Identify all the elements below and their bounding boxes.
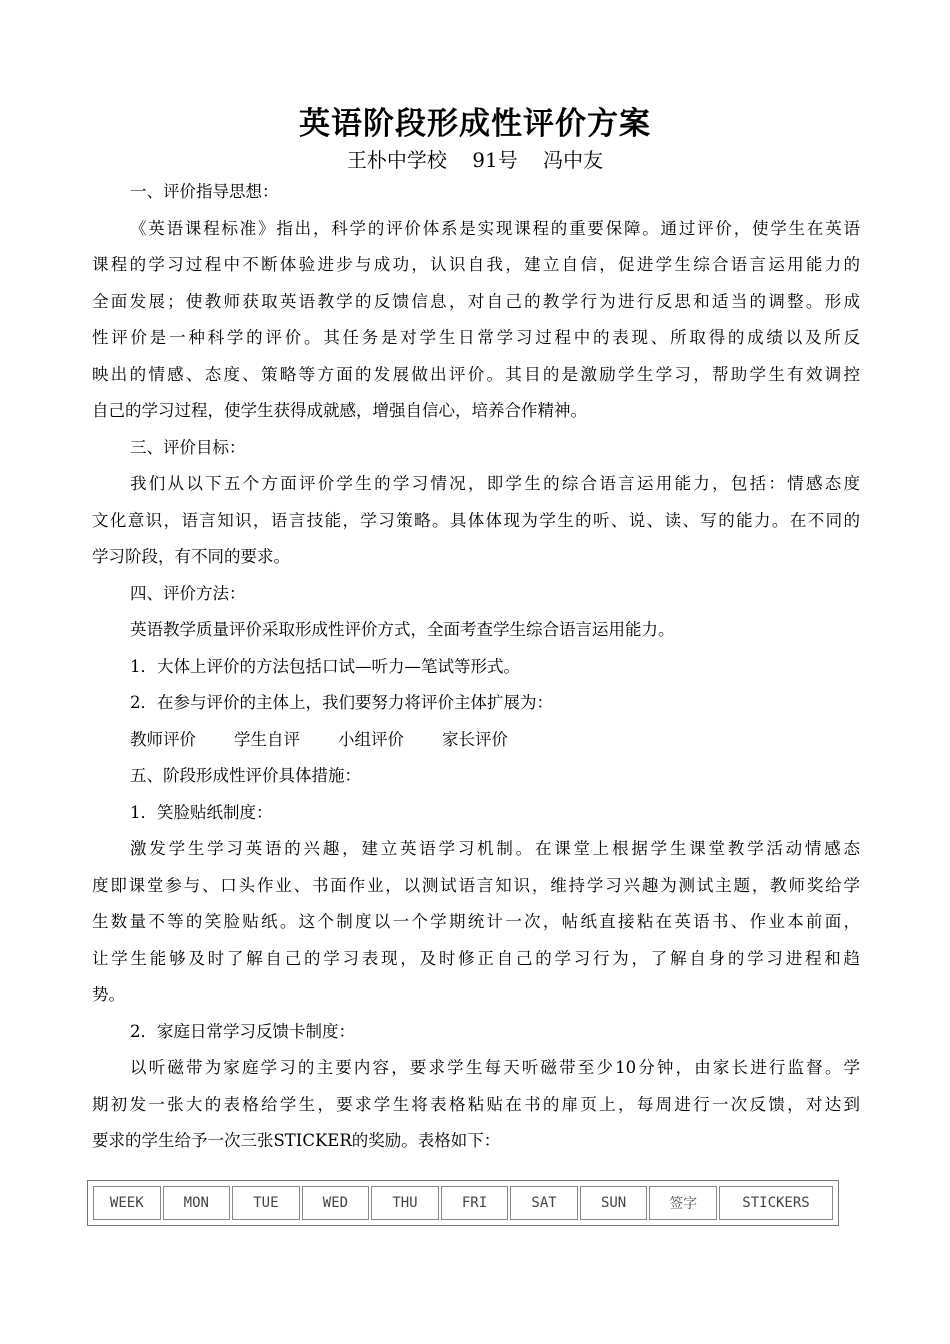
text-line: 文化意识，语言知识，语言技能，学习策略。具体体现为学生的听、说、读、写的能力。在不同的 (92, 510, 860, 530)
text-line: 2．在参与评价的主体上，我们要努力将评价主体扩展为： (130, 693, 553, 712)
text-line: 四、评价方法： (130, 583, 246, 603)
text-line: 学习阶段，有不同的要求。 (92, 547, 290, 566)
paragraph-block-2 (92, 758, 860, 1160)
text-line: 要求的学生给予一次三张STICKER的奖励。表格如下： (92, 1131, 501, 1150)
text-line: 势。 (92, 985, 125, 1004)
text-line: 以听磁带为家庭学习的主要内容，要求学生每天听磁带至少10分钟，由家长进行监督。学 (130, 1058, 860, 1077)
table-header-cell: SUN (580, 1186, 648, 1220)
text-line: 《英语课程标准》指出，科学的评价体系是实现课程的重要保障。通过评价，使学生在英语 (130, 218, 860, 238)
evaluator-item: 教师评价 (130, 729, 196, 749)
text-line: 激发学生学习英语的兴趣，建立英语学习机制。在课堂上根据学生课堂教学活动情感态 (130, 839, 860, 858)
table-header-cell: WEEK (93, 1186, 161, 1220)
text-line: 映出的情感、态度、策略等方面的发展做出评价。其目的是激励学生学习，帮助学生有效调控 (92, 364, 860, 384)
text-line: 1．笑脸贴纸制度： (130, 802, 273, 822)
text-line: 一、评价指导思想： (130, 182, 279, 201)
evaluator-item: 家长评价 (442, 729, 508, 749)
paragraph-block-1 (92, 174, 860, 722)
table-header-cell: MON (163, 1186, 231, 1220)
table-header-cell: SAT (510, 1186, 578, 1220)
evaluator-item: 小组评价 (338, 729, 404, 749)
text-line: 性评价是一种科学的评价。其任务是对学生日常学习过程中的表现、所取得的成绩以及所反 (92, 328, 860, 347)
text-line: 度即课堂参与、口头作业、书面作业，以测试语言知识，维持学习兴趣为测试主题，教师奖给学 (92, 875, 860, 895)
table-header-cell: 签字 (649, 1186, 717, 1220)
table-header-cell: FRI (441, 1186, 509, 1220)
text-line: 三、评价目标： (130, 437, 246, 457)
text-line: 全面发展；使教师获取英语教学的反馈信息，对自己的教学行为进行反思和适当的调整。形成 (92, 291, 860, 311)
table-header-cell: WED (302, 1186, 370, 1220)
feedback-table (91, 1184, 835, 1222)
text-line: 让学生能够及时了解自己的学习表现，及时修正自己的学习行为，了解自身的学习进程和趋 (92, 948, 860, 968)
evaluator-item: 学生自评 (234, 729, 300, 749)
text-line: 2．家庭日常学习反馈卡制度： (130, 1021, 355, 1041)
text-line: 自己的学习过程，使学生获得成就感，增强自信心，培养合作精神。 (92, 401, 587, 420)
text-line: 我们从以下五个方面评价学生的学习情况，即学生的综合语言运用能力，包括：情感态度 (130, 474, 860, 493)
text-line: 英语教学质量评价采取形成性评价方式，全面考查学生综合语言运用能力。 (130, 620, 675, 639)
text-line: 课程的学习过程中不断体验进步与成功，认识自我，建立自信，促进学生综合语言运用能力的 (92, 255, 860, 274)
text-line: 五、阶段形成性评价具体措施： (130, 766, 361, 785)
document-subtitle: 王朴中学校 91号 冯中友 (346, 148, 604, 172)
table-header-cell: TUE (232, 1186, 300, 1220)
table-row (93, 1186, 833, 1220)
text-line: 生数量不等的笑脸贴纸。这个制度以一个学期统计一次，帖纸直接粘在英语书、作业本前面， (92, 912, 860, 931)
evaluator-list (92, 722, 860, 759)
document-body (92, 174, 860, 1160)
text-line: 期初发一张大的表格给学生，要求学生将表格粘贴在书的扉页上，每周进行一次反馈，对达到 (92, 1094, 860, 1114)
feedback-table-frame (87, 1180, 839, 1226)
table-header-cell: THU (371, 1186, 439, 1220)
table-header-cell: STICKERS (719, 1186, 833, 1220)
text-line: 1．大体上评价的方法包括口试—听力—笔试等形式。 (130, 656, 520, 676)
document-title: 英语阶段形成性评价方案 (299, 106, 651, 142)
